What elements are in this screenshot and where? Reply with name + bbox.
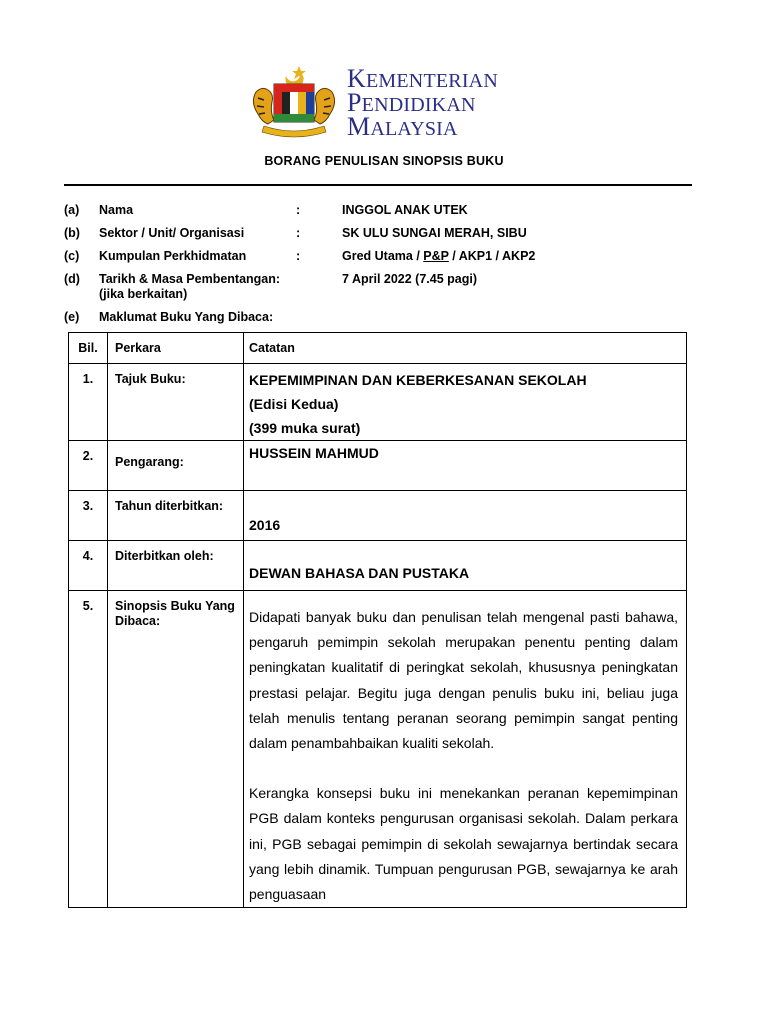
sektor-value: SK ULU SUNGAI MERAH, SIBU bbox=[342, 226, 527, 240]
title-divider bbox=[64, 184, 692, 186]
ministry-line-1: KEMENTERIAN bbox=[347, 64, 498, 93]
publisher-value: DEWAN BAHASA DAN PUSTAKA bbox=[244, 541, 687, 591]
coat-of-arms-icon bbox=[246, 62, 342, 138]
author-value: HUSSEIN MAHMUD bbox=[244, 441, 687, 491]
book-pages: (399 muka surat) bbox=[249, 420, 361, 436]
book-title: KEPEMIMPINAN DAN KEBERKESANAN SEKOLAH bbox=[249, 372, 587, 388]
kumpulan-value: Gred Utama / P&P / AKP1 / AKP2 bbox=[342, 249, 536, 263]
synopsis-paragraph: Kerangka konsepsi buku ini menekankan peranan kepemimpinan PGB dalam konteks pengurusan organisasi sekolah. Dalam perkara ini, PGB sebagai pemimpin di sekolah sewajarnya bertindak secara yang lebih dinamik. Tumpuan pengurusan PGB, sewajarnya ke arah penguasaan bbox=[249, 785, 678, 903]
nama-value: INGGOL ANAK UTEK bbox=[342, 203, 468, 217]
ministry-line-3: MALAYSIA bbox=[347, 112, 458, 141]
synopsis-paragraph: Didapati banyak buku dan penulisan telah mengenal pasti bahawa, pengaruh pemimpin sekolah merupakan penentu penting dalam peningkatan kualitatif di peringkat sekolah, khususnya peningkatan prestasi pelajar. Begitu juga dengan penulis buku ini, beliau juga telah menulis tentang peranan seorang pemimpin sangat penting dalam penambahbaikan kualiti sekolah. bbox=[249, 609, 678, 752]
table-row: 2. Pengarang: HUSSEIN MAHMUD bbox=[69, 441, 687, 491]
book-info-table bbox=[68, 332, 687, 908]
ministry-line-2: PENDIDIKAN bbox=[347, 88, 476, 117]
tarikh-value: 7 April 2022 (7.45 pagi) bbox=[342, 272, 478, 286]
year-value: 2016 bbox=[244, 491, 687, 541]
table-row: 5. Sinopsis Buku Yang Dibaca: Didapati banyak buku dan penulisan telah mengenal pasti bahawa, pengaruh pemimpin sekolah merupakan penentu penting dalam peningkatan kualitatif di peringkat sekolah, khususnya peningkatan prestasi pelajar. Begitu juga dengan penulis buku ini, beliau juga telah menulis tentang peranan seorang pemimpin sangat penting dalam penambahbaikan kualiti sekolah. Kerangka konsepsi buku ini menekankan peranan kepemimpinan PGB dalam konteks pengurusan organisasi sekolah. Dalam perkara ini, PGB sebagai pemimpin di sekolah sewajarnya bertindak secara yang lebih dinamik. Tumpuan pengurusan PGB, sewajarnya ke arah penguasaan bbox=[69, 591, 687, 908]
form-title: BORANG PENULISAN SINOPSIS BUKU bbox=[264, 154, 504, 168]
ministry-logo bbox=[246, 62, 506, 141]
ministry-name bbox=[347, 64, 498, 141]
ministry-line-1-rest: EMENTERIAN bbox=[365, 70, 498, 92]
table-row: 4. Diterbitkan oleh: DEWAN BAHASA DAN PUSTAKA bbox=[69, 541, 687, 591]
table-header-row: Bil. Perkara Catatan bbox=[69, 333, 687, 364]
table-row: 1. Tajuk Buku: KEPEMIMPINAN DAN KEBERKESANAN SEKOLAH (Edisi Kedua) (399 muka surat) bbox=[69, 364, 687, 441]
table-row: 3. Tahun diterbitkan: 2016 bbox=[69, 491, 687, 541]
book-edition: (Edisi Kedua) bbox=[249, 396, 339, 412]
synopsis-text bbox=[244, 591, 687, 908]
